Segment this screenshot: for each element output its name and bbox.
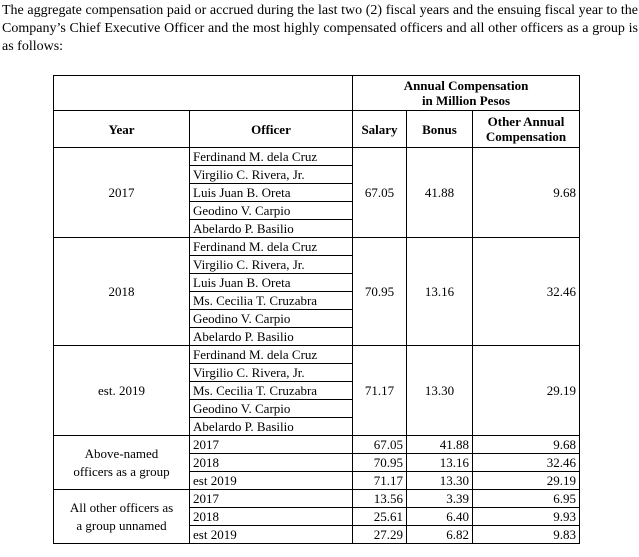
group-label-cell [54,490,190,544]
officer-cell: Geodino V. Carpio [190,202,353,220]
officer-cell: Ms. Cecilia T. Cruzabra [190,292,353,310]
officer-cell: Virgilio C. Rivera, Jr. [190,364,353,382]
other-compensation-header [473,111,580,148]
officer-cell: Luis Juan B. Oreta [190,184,353,202]
year-cell: est. 2019 [54,346,190,436]
officer-cell: Abelardo P. Basilio [190,418,353,436]
salary-cell: 70.95 [353,238,407,346]
officer-cell: Ms. Cecilia T. Cruzabra [190,382,353,400]
group-label-cell [54,436,190,490]
officer-cell: Luis Juan B. Oreta [190,274,353,292]
table-row [54,238,580,256]
header-row-2 [54,111,580,148]
summary-other-cell: 9.93 [473,508,580,526]
officer-cell: Abelardo P. Basilio [190,328,353,346]
salary-cell: 67.05 [353,148,407,238]
group-label-line1: All other officers as [69,499,174,515]
summary-year-cell: est 2019 [190,526,353,544]
group-label-line2: officers as a group [73,463,170,479]
intro-paragraph: The aggregate compensation paid or accrued during the last two (2) fiscal years and the ensuing fiscal year to the Company’s Chief Executive Officer and the most highly compensated officers and all other officers as a group is as follows: [2,3,638,54]
summary-salary-cell: 13.56 [353,490,407,508]
summary-row [54,490,580,508]
table-row [54,346,580,364]
header-row-1 [54,76,580,111]
compensation-table [53,75,580,544]
summary-bonus-cell: 6.40 [407,508,473,526]
officer-cell: Geodino V. Carpio [190,310,353,328]
officer-cell: Virgilio C. Rivera, Jr. [190,166,353,184]
summary-bonus-cell: 41.88 [407,436,473,454]
summary-other-cell: 32.46 [473,454,580,472]
summary-year-cell: 2018 [190,508,353,526]
officer-cell: Geodino V. Carpio [190,400,353,418]
table-row [54,148,580,166]
summary-bonus-cell: 3.39 [407,490,473,508]
other-compensation-cell: 29.19 [473,346,580,436]
officer-cell: Virgilio C. Rivera, Jr. [190,256,353,274]
other-compensation-cell: 32.46 [473,238,580,346]
other-header-line1: Other Annual [487,114,565,129]
summary-row [54,436,580,454]
annual-compensation-header [353,76,580,111]
summary-year-cell: 2018 [190,454,353,472]
officer-cell: Ferdinand M. dela Cruz [190,238,353,256]
summary-salary-cell: 25.61 [353,508,407,526]
other-compensation-cell: 9.68 [473,148,580,238]
summary-other-cell: 9.83 [473,526,580,544]
officer-header: Officer [190,111,353,148]
summary-year-cell: 2017 [190,436,353,454]
annual-header-line2: in Million Pesos [421,93,511,108]
officer-cell: Abelardo P. Basilio [190,220,353,238]
bonus-cell: 13.30 [407,346,473,436]
bonus-cell: 41.88 [407,148,473,238]
year-cell: 2018 [54,238,190,346]
bonus-cell: 13.16 [407,238,473,346]
summary-bonus-cell: 6.82 [407,526,473,544]
summary-other-cell: 6.95 [473,490,580,508]
group-label-line1: Above-named [84,445,159,461]
officer-cell: Ferdinand M. dela Cruz [190,346,353,364]
summary-other-cell: 9.68 [473,436,580,454]
year-cell: 2017 [54,148,190,238]
summary-other-cell: 29.19 [473,472,580,490]
summary-salary-cell: 67.05 [353,436,407,454]
summary-salary-cell: 71.17 [353,472,407,490]
summary-bonus-cell: 13.16 [407,454,473,472]
salary-header: Salary [353,111,407,148]
summary-salary-cell: 27.29 [353,526,407,544]
group-label-line2: a group unnamed [76,517,167,533]
header-blank [54,76,353,111]
summary-salary-cell: 70.95 [353,454,407,472]
salary-cell: 71.17 [353,346,407,436]
other-header-line2: Compensation [485,129,567,144]
officer-cell: Ferdinand M. dela Cruz [190,148,353,166]
summary-bonus-cell: 13.30 [407,472,473,490]
annual-header-line1: Annual Compensation [403,78,529,93]
year-header: Year [54,111,190,148]
summary-year-cell: est 2019 [190,472,353,490]
summary-year-cell: 2017 [190,490,353,508]
bonus-header: Bonus [407,111,473,148]
